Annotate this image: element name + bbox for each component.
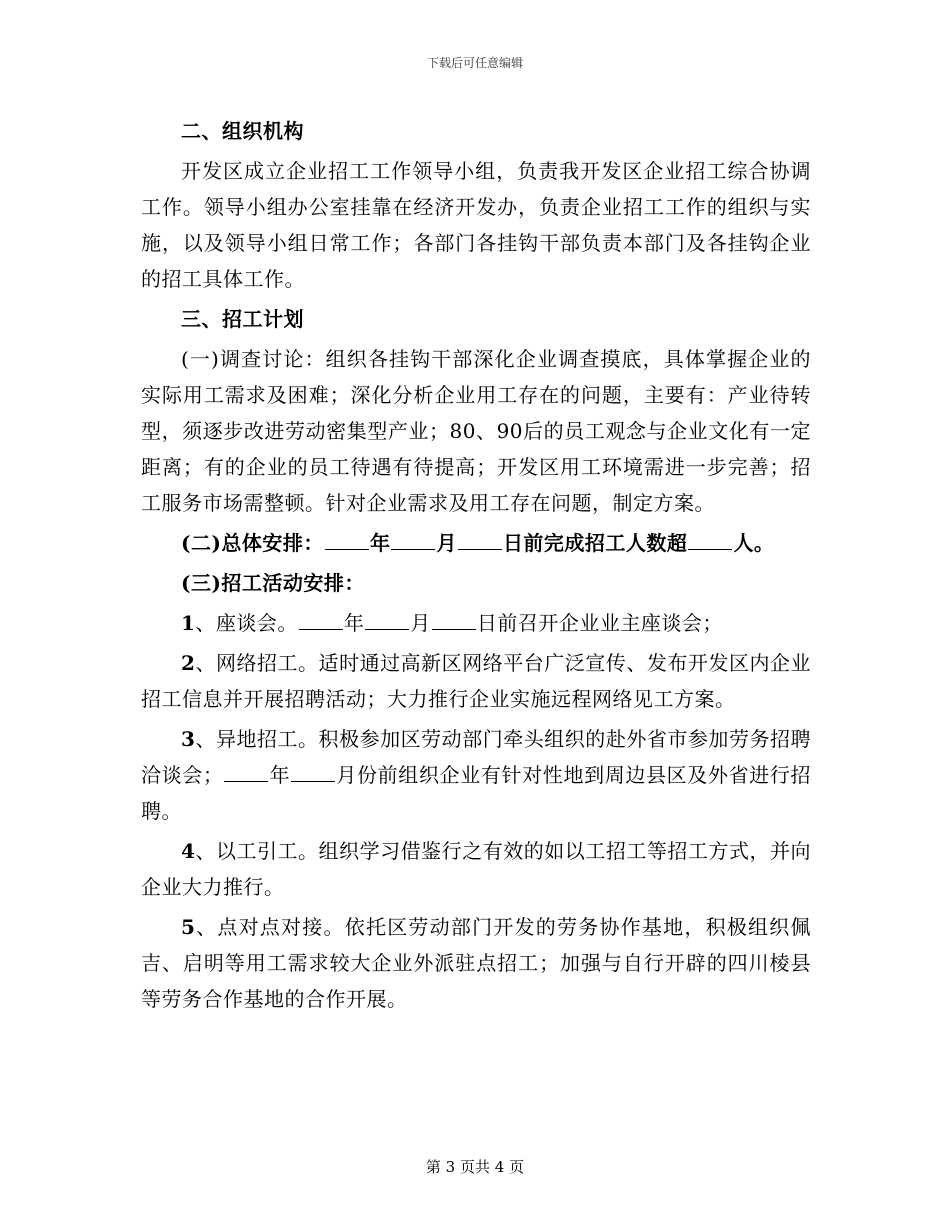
item-number: 2 — [181, 651, 196, 675]
blank-field — [391, 531, 435, 550]
blank-field — [458, 531, 502, 550]
overall-prefix: (二)总体安排： — [181, 531, 324, 555]
item-online-text: 、网络招工。适时通过高新区网络平台广泛宣传、发布开发区内企业招工信息并开展招聘活动；大力推行企业实施远程网络见工方案。 — [141, 651, 811, 711]
item-symposium-suffix: 日前召开企业业主座谈会； — [476, 611, 723, 635]
item-number: 4 — [181, 839, 196, 863]
item-symposium-month: 月 — [410, 611, 431, 635]
section-subtitle-activities: (三)招工活动安排： — [181, 571, 365, 595]
item-number: 1 — [181, 611, 196, 635]
section-title-organization: 二、组织机构 — [181, 119, 304, 143]
item-remote-suffix: 月份前组织企业有针对性地到周边县区及外省进行招聘。 — [141, 763, 812, 823]
blank-field — [365, 611, 409, 630]
page-header: 下载后可任意编辑 — [426, 56, 523, 70]
overall-people: 人。 — [733, 531, 775, 555]
item-remote-year: 年 — [269, 763, 291, 787]
item-remote-recruit — [141, 721, 811, 829]
page-footer: 第 3 页共 4 页 — [425, 1158, 525, 1176]
item-referral-text: 、以工引工。组织学习借鉴行之有效的如以工招工等招工方式，并向企业大力推行。 — [141, 839, 811, 899]
item-number: 3 — [181, 727, 196, 751]
blank-field — [688, 531, 732, 550]
item-online-recruit — [141, 645, 811, 717]
paragraph-organization: 开发区成立企业招工工作领导小组，负责我开发区企业招工综合协调工作。领导小组办公室挂靠在经济开发办，负责企业招工工作的组织与实施，以及领导小组日常工作；各部门各挂钩干部负责本部门及各挂钩企业的招工具体工作。 — [141, 159, 811, 291]
blank-field — [325, 531, 369, 550]
paragraph-overall-arrangement — [141, 525, 811, 561]
overall-year: 年 — [369, 531, 391, 555]
item-symposium — [141, 605, 811, 641]
paragraph-survey: (一)调查讨论：组织各挂钩干部深化企业调查摸底，具体掌握企业的实际用工需求及困难；深化分析企业用工存在的问题，主要有：产业待转型，须逐步改进劳动密集型产业；80、90后的员工观念与企业文化有一定距离；有的企业的员工待遇有待提高；开发区用工环境需进一步完善；招工服务市场需整顿。针对企业需求及用工存在问题，制定方案。 — [141, 347, 811, 515]
item-symposium-prefix: 、座谈会。 — [195, 611, 298, 635]
overall-month: 月 — [436, 531, 457, 555]
blank-field — [291, 763, 335, 782]
item-point-text: 、点对点对接。依托区劳动部门开发的劳务协作基地，积极组织佩吉、启明等用工需求较大企业外派驻点招工；加强与自行开辟的四川棱县等劳务合作基地的合作开展。 — [141, 915, 811, 1011]
document-body — [141, 113, 811, 1021]
item-referral-recruit — [141, 833, 811, 905]
blank-field — [299, 611, 343, 630]
item-remote-prefix: 、异地招工。积极参加区劳动部门牵头组织的赴外省市参加劳务招聘洽谈会； — [141, 727, 811, 787]
item-point-to-point — [141, 909, 811, 1017]
overall-day-text: 日前完成招工人数超 — [502, 531, 688, 555]
item-number: 5 — [181, 915, 196, 939]
blank-field — [432, 611, 476, 630]
blank-field — [224, 763, 268, 782]
item-symposium-year: 年 — [343, 611, 365, 635]
section-title-plan: 三、招工计划 — [181, 307, 304, 331]
